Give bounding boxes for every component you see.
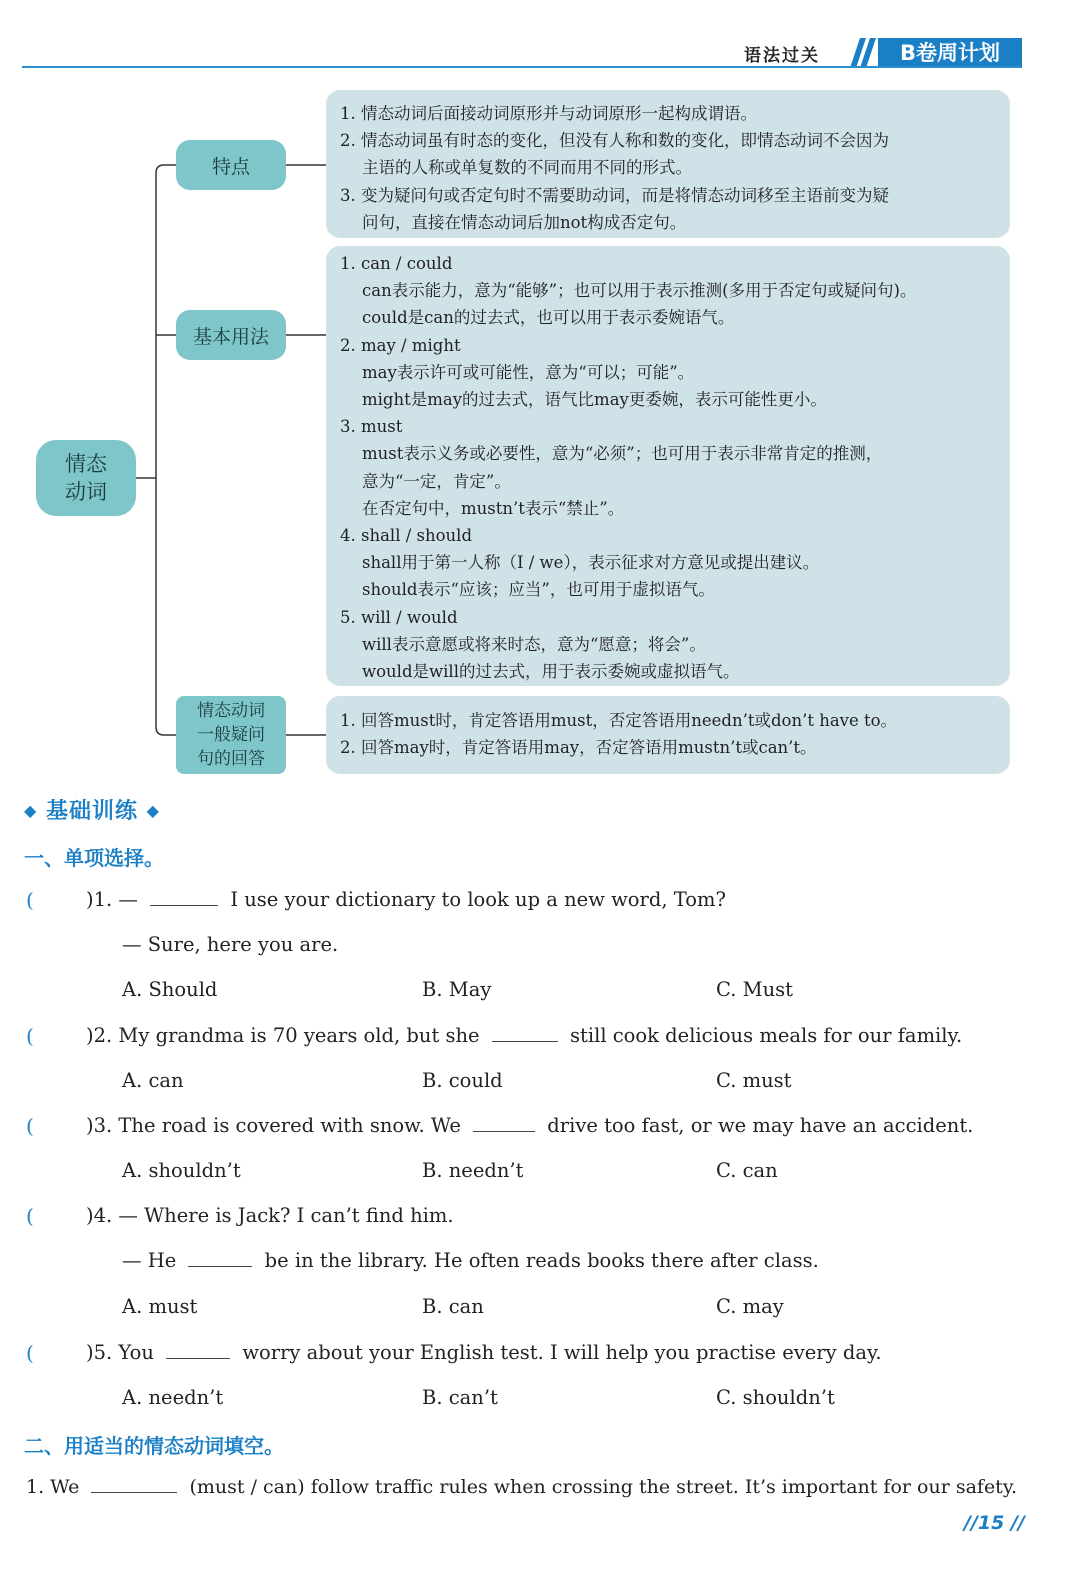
question-text: You — [118, 1341, 154, 1364]
option-b[interactable]: B. could — [422, 1069, 503, 1092]
page-number — [964, 1512, 1025, 1534]
page-slash-icon: // — [1004, 1512, 1025, 1534]
question-text: 1. We — [26, 1476, 80, 1498]
node-label-line: 一般疑问 — [197, 725, 265, 745]
option-a[interactable]: A. Should — [122, 978, 218, 1001]
option-b[interactable]: B. can’t — [422, 1386, 498, 1409]
question-text: drive too fast, or we may have an accident. — [547, 1114, 974, 1137]
option-a[interactable]: A. must — [122, 1295, 198, 1318]
answer-blank[interactable] — [150, 889, 218, 906]
question-text: The road is covered with snow. We — [118, 1114, 461, 1137]
header-slash-icon — [850, 38, 878, 68]
option-b[interactable]: B. can — [422, 1295, 484, 1318]
mindmap-node-answers — [176, 696, 286, 774]
question-4 — [86, 1204, 454, 1227]
question-text: be in the library. He often reads books there after class. — [264, 1249, 819, 1272]
question-1 — [86, 888, 726, 911]
option-a[interactable]: A. can — [122, 1069, 184, 1092]
features-box — [326, 90, 1010, 238]
question-text: — — [118, 888, 138, 911]
box-line: 3. must — [340, 417, 403, 437]
box-line: shall用于第一人称（I / we），表示征求对方意见或提出建议。 — [362, 553, 820, 573]
question-text: (must / can) follow traffic rules when crossing the street. It’s important for our safety. — [189, 1476, 1018, 1498]
question-number: )4. — [86, 1204, 113, 1227]
question-text: still cook delicious meals for our family. — [570, 1024, 963, 1047]
box-line: could是can的过去式，也可以用于表示委婉语气。 — [362, 308, 735, 328]
question-text: — Where is Jack? I can’t find him. — [118, 1204, 454, 1227]
box-line: will表示意愿或将来时态，意为“愿意；将会”。 — [362, 634, 706, 654]
answer-blank[interactable] — [473, 1115, 535, 1132]
answer-blank[interactable] — [91, 1476, 177, 1493]
question-text: — He — [122, 1249, 177, 1272]
answer-paren: ( — [26, 1024, 34, 1048]
answer-paren: ( — [26, 1114, 34, 1138]
box-line: 在否定句中，mustn’t表示“禁止”。 — [362, 498, 625, 518]
question-2 — [86, 1024, 962, 1047]
node-label-line: 句的回答 — [197, 749, 265, 769]
box-line: would是will的过去式，用于表示委婉或虚拟语气。 — [362, 662, 740, 682]
answer-blank[interactable] — [166, 1342, 230, 1359]
diamond-icon: ◆ — [146, 801, 160, 820]
header-title: 语法过关 — [744, 46, 820, 66]
question-number: )1. — [86, 888, 113, 911]
option-b[interactable]: B. May — [422, 978, 492, 1001]
section-title-text: 基础训练 — [45, 799, 138, 824]
box-line: must表示义务或必要性，意为“必须”；也可用于表示非常肯定的推测， — [362, 444, 883, 464]
question-text: I use your dictionary to look up a new word, Tom? — [230, 888, 726, 911]
question-3 — [86, 1114, 973, 1137]
node-label-line: 情态动词 — [197, 701, 265, 721]
answer-paren: ( — [26, 1204, 34, 1228]
diamond-icon: ◆ — [24, 801, 38, 820]
box-line: 2. 回答may时，肯定答语用may，否定答语用mustn’t或can’t。 — [340, 738, 817, 758]
option-a[interactable]: A. shouldn’t — [122, 1159, 241, 1182]
question-4-line-2 — [122, 1249, 819, 1272]
header-badge: B卷周计划 — [878, 38, 1022, 68]
mindmap-node-features — [176, 140, 286, 190]
option-a[interactable]: A. needn’t — [122, 1386, 224, 1409]
box-line: 主语的人称或单复数的不同而用不同的形式。 — [362, 158, 692, 178]
answer-blank[interactable] — [188, 1250, 252, 1267]
part2-heading: 二、用适当的情态动词填空。 — [24, 1434, 284, 1458]
box-line: 2. may / might — [340, 335, 461, 355]
answer-paren: ( — [26, 1341, 34, 1365]
part1-heading: 一、单项选择。 — [24, 846, 164, 870]
box-line: 1. 回答must时，肯定答语用must，否定答语用needn’t或don’t have to。 — [340, 711, 898, 730]
option-c[interactable]: C. must — [716, 1069, 792, 1092]
option-c[interactable]: C. shouldn’t — [716, 1386, 835, 1409]
option-c[interactable]: C. can — [716, 1159, 778, 1182]
box-line: 5. will / would — [340, 607, 458, 627]
box-line: 1. can / could — [340, 254, 453, 273]
usage-box — [326, 246, 1010, 686]
fill-question-1 — [26, 1476, 1017, 1498]
node-label: 基本用法 — [192, 325, 269, 348]
box-line: 问句，直接在情态动词后加not构成否定句。 — [362, 212, 687, 232]
box-line: might是may的过去式，语气比may更委婉，表示可能性更小。 — [362, 390, 827, 410]
answer-paren: ( — [26, 888, 34, 912]
mindmap-node-usage — [176, 310, 286, 360]
box-line: 意为“一定，肯定”。 — [362, 471, 511, 491]
section-title — [24, 794, 160, 825]
page-number-value: 15 — [977, 1512, 1005, 1534]
mindmap-root-label: 情态动词 — [65, 452, 107, 504]
mindmap-root — [36, 440, 136, 516]
question-1-line-2: — Sure, here you are. — [122, 933, 339, 956]
option-b[interactable]: B. needn’t — [422, 1159, 524, 1182]
question-number: )3. — [86, 1114, 113, 1137]
box-line: 3. 变为疑问句或否定句时不需要助动词，而是将情态动词移至主语前变为疑 — [340, 185, 889, 205]
question-text: My grandma is 70 years old, but she — [118, 1024, 480, 1047]
answers-box — [326, 696, 1010, 774]
box-line: 1. 情态动词后面接动词原形并与动词原形一起构成谓语。 — [340, 104, 757, 123]
box-line: 4. shall / should — [340, 526, 473, 546]
node-label: 特点 — [211, 155, 250, 178]
page-slash-icon: // — [964, 1512, 978, 1534]
question-5 — [86, 1341, 882, 1364]
box-line: should表示“应该；应当”，也可用于虚拟语气。 — [362, 580, 715, 600]
question-text: worry about your English test. I will help you practise every day. — [242, 1341, 882, 1364]
option-c[interactable]: C. Must — [716, 978, 793, 1001]
question-number: )2. — [86, 1024, 113, 1047]
answer-blank[interactable] — [492, 1025, 558, 1042]
header-divider — [22, 66, 1022, 68]
box-line: 2. 情态动词虽有时态的变化，但没有人称和数的变化，即情态动词不会因为 — [340, 131, 889, 151]
question-number: )5. — [86, 1341, 113, 1364]
box-line: may表示许可或可能性，意为“可以；可能”。 — [362, 362, 695, 382]
box-line: can表示能力，意为“能够”；也可以用于表示推测(多用于否定句或疑问句)。 — [362, 281, 917, 301]
option-c[interactable]: C. may — [716, 1295, 784, 1318]
